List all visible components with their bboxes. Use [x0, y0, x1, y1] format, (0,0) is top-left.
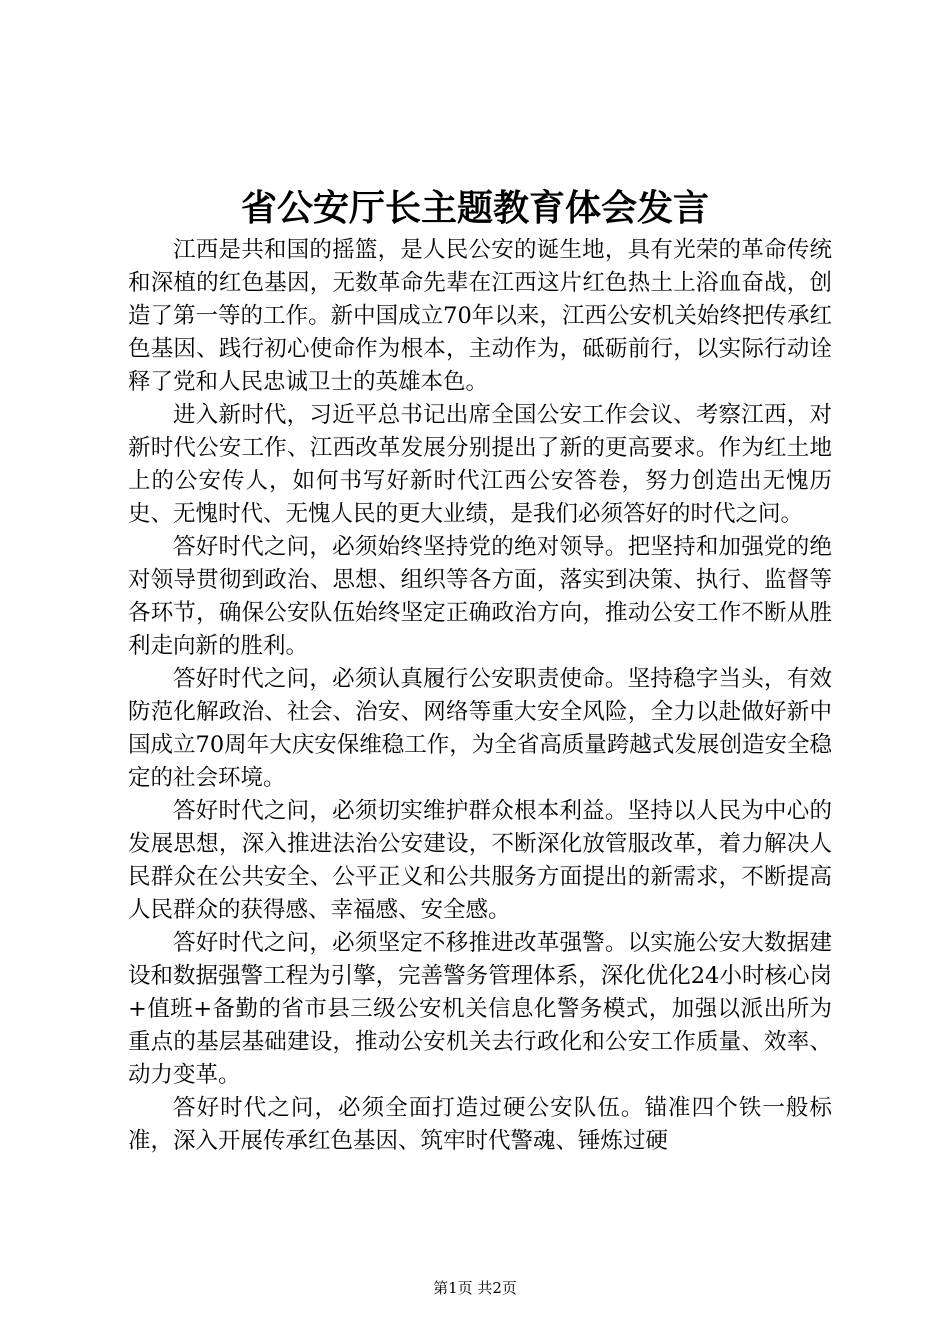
- document-title: 省公安厅长主题教育体会发言: [240, 187, 709, 229]
- paragraph: 答好时代之问，必须切实维护群众根本利益。坚持以人民为中心的发展思想，深入推进法治公安建设，不断深化放管服改革，着力解决人民群众在公共安全、公平正义和公共服务方面提出的新需求，不断提高人民群众的获得感、幸福感、安全感。: [128, 798, 832, 923]
- paragraph: 答好时代之问，必须认真履行公安职责使命。坚持稳字当头，有效防范化解政治、社会、治安、网络等重大安全风险，全力以赴做好新中国成立70周年大庆安保维稳工作，为全省高质量跨越式发展创造安全稳定的社会环境。: [128, 666, 832, 791]
- document-body: [128, 234, 832, 1158]
- paragraph: 江西是共和国的摇篮，是人民公安的诞生地，具有光荣的革命传统和深植的红色基因，无数革命先辈在江西这片红色热土上浴血奋战，创造了第一等的工作。新中国成立70年以来，江西公安机关始终把传承红色基因、践行初心使命作为根本，主动作为，砥砺前行，以实际行动诠释了党和人民忠诚卫士的英雄本色。: [128, 237, 832, 395]
- paragraph: 进入新时代，习近平总书记出席全国公安工作会议、考察江西，对新时代公安工作、江西改革发展分别提出了新的更高要求。作为红土地上的公安传人，如何书写好新时代江西公安答卷，努力创造出无愧历史、无愧时代、无愧人民的更大业绩，是我们必须答好的时代之问。: [128, 402, 832, 527]
- page-footer: 第1页 共2页: [433, 1279, 517, 1297]
- paragraph: 答好时代之问，必须始终坚持党的绝对领导。把坚持和加强党的绝对领导贯彻到政治、思想、组织等各方面，落实到决策、执行、监督等各环节，确保公安队伍始终坚定正确政治方向，推动公安工作不断从胜利走向新的胜利。: [128, 534, 832, 659]
- paragraph: 答好时代之问，必须全面打造过硬公安队伍。锚准四个铁一般标准，深入开展传承红色基因、筑牢时代警魂、锤炼过硬: [128, 1095, 832, 1154]
- paragraph: 答好时代之问，必须坚定不移推进改革强警。以实施公安大数据建设和数据强警工程为引擎，完善警务管理体系，深化优化24小时核心岗+值班+备勤的省市县三级公安机关信息化警务模式，加强以派出所为重点的基层基础建设，推动公安机关去行政化和公安工作质量、效率、动力变革。: [128, 930, 832, 1088]
